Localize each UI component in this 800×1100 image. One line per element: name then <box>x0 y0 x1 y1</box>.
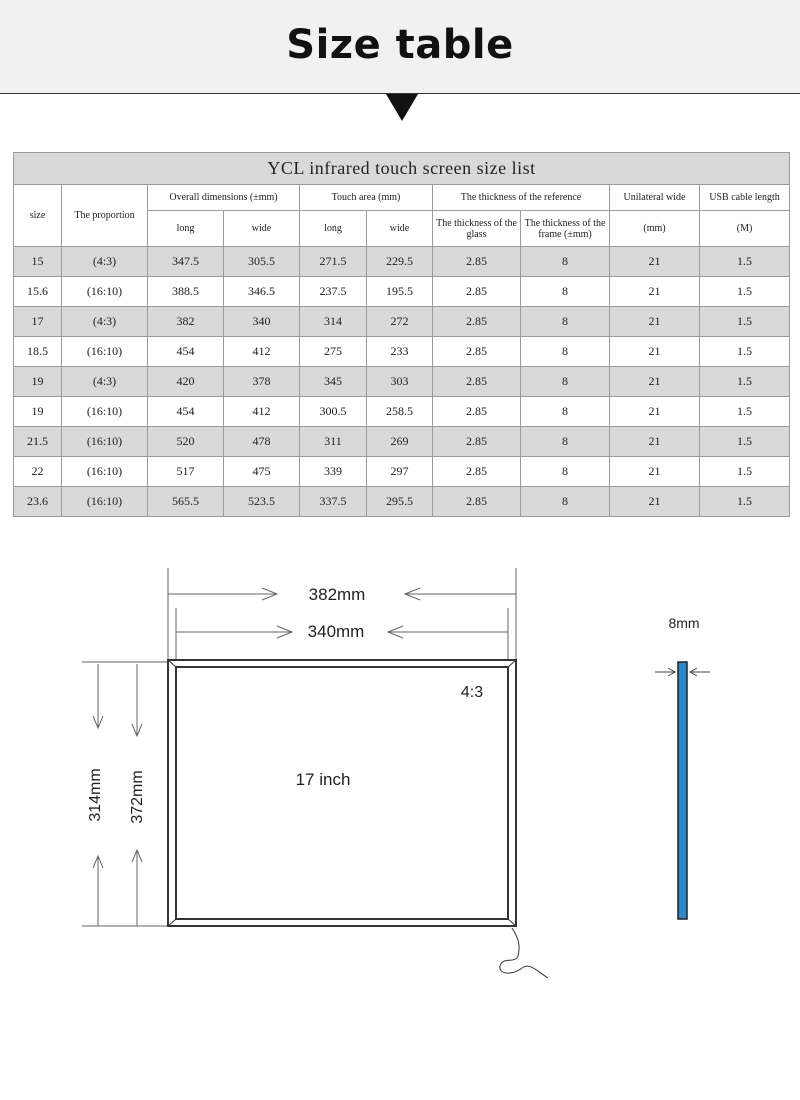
cell-touch-long: 345 <box>300 367 367 397</box>
cell-touch-wide: 269 <box>367 427 433 457</box>
table-body <box>14 247 790 517</box>
frame-corner <box>508 919 516 926</box>
cell-unilateral-width: 21 <box>610 337 700 367</box>
cell-frame-thickness: 8 <box>521 397 610 427</box>
cell-touch-wide: 303 <box>367 367 433 397</box>
cell-glass-thickness: 2.85 <box>433 307 521 337</box>
cell-usb-length: 1.5 <box>700 277 790 307</box>
cell-unilateral-width: 21 <box>610 307 700 337</box>
side-profile-bar <box>678 662 687 919</box>
cell-proportion: (16:10) <box>62 427 148 457</box>
header-overall: Overall dimensions (±mm) <box>148 185 300 211</box>
cell-touch-wide: 258.5 <box>367 397 433 427</box>
cell-touch-wide: 233 <box>367 337 433 367</box>
cell-usb-length: 1.5 <box>700 397 790 427</box>
cell-size: 23.6 <box>14 487 62 517</box>
frame-corner <box>508 660 516 667</box>
page-title: Size table <box>286 22 514 68</box>
cell-proportion: (4:3) <box>62 307 148 337</box>
cell-unilateral-width: 21 <box>610 367 700 397</box>
header-touch-wide: wide <box>367 211 433 247</box>
cell-frame-thickness: 8 <box>521 277 610 307</box>
dimension-drawing <box>0 540 800 1100</box>
cell-overall-long: 517 <box>148 457 224 487</box>
cell-overall-wide: 378 <box>224 367 300 397</box>
header-thickness: The thickness of the reference <box>433 185 610 211</box>
cell-touch-wide: 297 <box>367 457 433 487</box>
cell-glass-thickness: 2.85 <box>433 277 521 307</box>
cell-unilateral-width: 21 <box>610 247 700 277</box>
cell-touch-wide: 272 <box>367 307 433 337</box>
header-overall-long: long <box>148 211 224 247</box>
overall-height-label: 372mm <box>129 770 146 824</box>
size-table <box>13 152 790 517</box>
cell-proportion: (4:3) <box>62 247 148 277</box>
cell-proportion: (16:10) <box>62 337 148 367</box>
cell-touch-long: 337.5 <box>300 487 367 517</box>
header-size: size <box>14 185 62 247</box>
table-row <box>14 307 790 337</box>
cell-touch-long: 314 <box>300 307 367 337</box>
cell-touch-long: 339 <box>300 457 367 487</box>
cell-frame-thickness: 8 <box>521 307 610 337</box>
table-caption: YCL infrared touch screen size list <box>14 153 790 185</box>
cell-size: 17 <box>14 307 62 337</box>
cell-touch-wide: 195.5 <box>367 277 433 307</box>
cell-size: 15.6 <box>14 277 62 307</box>
header-overall-wide: wide <box>224 211 300 247</box>
cell-touch-long: 300.5 <box>300 397 367 427</box>
cell-touch-wide: 295.5 <box>367 487 433 517</box>
aspect-ratio-label: 4:3 <box>460 684 484 701</box>
cell-unilateral-width: 21 <box>610 397 700 427</box>
table-row <box>14 397 790 427</box>
cell-size: 22 <box>14 457 62 487</box>
table-row <box>14 337 790 367</box>
cell-usb-length: 1.5 <box>700 337 790 367</box>
overall-width-label: 382mm <box>308 585 366 604</box>
screen-inner-frame <box>176 667 508 919</box>
cell-size: 15 <box>14 247 62 277</box>
cell-overall-long: 520 <box>148 427 224 457</box>
down-triangle-icon <box>386 94 418 122</box>
cell-unilateral-width: 21 <box>610 487 700 517</box>
cell-proportion: (16:10) <box>62 277 148 307</box>
screen-size-label: 17 inch <box>295 770 351 789</box>
cell-touch-long: 275 <box>300 337 367 367</box>
usb-cable <box>500 928 548 978</box>
header-glass: The thickness of the glass <box>433 211 521 247</box>
cell-unilateral-width: 21 <box>610 277 700 307</box>
cell-frame-thickness: 8 <box>521 487 610 517</box>
header-usb: USB cable length <box>700 185 790 211</box>
cell-glass-thickness: 2.85 <box>433 397 521 427</box>
thickness-label: 8mm <box>668 615 700 631</box>
cell-overall-long: 388.5 <box>148 277 224 307</box>
cell-size: 19 <box>14 397 62 427</box>
table-row <box>14 457 790 487</box>
cell-unilateral-width: 21 <box>610 427 700 457</box>
cell-size: 19 <box>14 367 62 397</box>
cell-frame-thickness: 8 <box>521 427 610 457</box>
cell-glass-thickness: 2.85 <box>433 427 521 457</box>
cell-overall-long: 454 <box>148 397 224 427</box>
cell-glass-thickness: 2.85 <box>433 487 521 517</box>
table-row <box>14 247 790 277</box>
cell-usb-length: 1.5 <box>700 367 790 397</box>
cell-overall-wide: 478 <box>224 427 300 457</box>
cell-usb-length: 1.5 <box>700 247 790 277</box>
cell-glass-thickness: 2.85 <box>433 367 521 397</box>
cell-unilateral-width: 21 <box>610 457 700 487</box>
cell-usb-length: 1.5 <box>700 487 790 517</box>
touch-height-label: 314mm <box>87 768 104 822</box>
frame-corner <box>168 919 176 926</box>
cell-overall-wide: 412 <box>224 397 300 427</box>
cell-usb-length: 1.5 <box>700 427 790 457</box>
cell-glass-thickness: 2.85 <box>433 247 521 277</box>
cell-frame-thickness: 8 <box>521 457 610 487</box>
table-row <box>14 487 790 517</box>
cell-overall-long: 565.5 <box>148 487 224 517</box>
cell-touch-long: 311 <box>300 427 367 457</box>
cell-frame-thickness: 8 <box>521 247 610 277</box>
cell-usb-length: 1.5 <box>700 307 790 337</box>
cell-glass-thickness: 2.85 <box>433 457 521 487</box>
header-frame: The thickness of the frame (±mm) <box>521 211 610 247</box>
cell-touch-wide: 229.5 <box>367 247 433 277</box>
cell-proportion: (16:10) <box>62 397 148 427</box>
cell-overall-long: 382 <box>148 307 224 337</box>
cell-usb-length: 1.5 <box>700 457 790 487</box>
cell-overall-wide: 523.5 <box>224 487 300 517</box>
cell-proportion: (4:3) <box>62 367 148 397</box>
table-row <box>14 427 790 457</box>
header-touch-long: long <box>300 211 367 247</box>
cell-overall-long: 347.5 <box>148 247 224 277</box>
frame-corner <box>168 660 176 667</box>
table-row <box>14 367 790 397</box>
cell-overall-wide: 475 <box>224 457 300 487</box>
cell-size: 18.5 <box>14 337 62 367</box>
cell-glass-thickness: 2.85 <box>433 337 521 367</box>
touch-width-label: 340mm <box>307 622 365 641</box>
cell-touch-long: 237.5 <box>300 277 367 307</box>
header-unilateral: Unilateral wide <box>610 185 700 211</box>
cell-touch-long: 271.5 <box>300 247 367 277</box>
cell-proportion: (16:10) <box>62 457 148 487</box>
header-unilateral-unit: (mm) <box>610 211 700 247</box>
cell-overall-wide: 412 <box>224 337 300 367</box>
cell-overall-wide: 340 <box>224 307 300 337</box>
cell-overall-long: 420 <box>148 367 224 397</box>
cell-size: 21.5 <box>14 427 62 457</box>
cell-overall-long: 454 <box>148 337 224 367</box>
cell-proportion: (16:10) <box>62 487 148 517</box>
table-row <box>14 277 790 307</box>
header-proportion: The proportion <box>62 185 148 247</box>
cell-frame-thickness: 8 <box>521 337 610 367</box>
header-touch: Touch area (mm) <box>300 185 433 211</box>
header-usb-unit: (M) <box>700 211 790 247</box>
cell-overall-wide: 305.5 <box>224 247 300 277</box>
cell-frame-thickness: 8 <box>521 367 610 397</box>
cell-overall-wide: 346.5 <box>224 277 300 307</box>
